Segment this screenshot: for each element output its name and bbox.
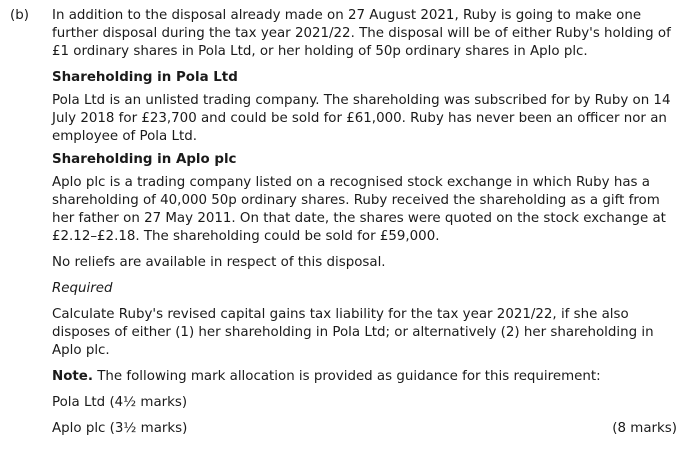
part-label: (b) xyxy=(10,8,29,23)
no-reliefs-text: No reliefs are available in respect of this disposal. xyxy=(52,255,386,270)
marks-breakdown-aplo: Aplo plc (3½ marks) xyxy=(52,421,188,436)
aplo-paragraph: Aplo plc is a trading company listed on a recognised stock exchange in which Ruby has a shareholding of 40,000 50p ordinary shares. Ruby received the shareholding as a gift from her father on 27 May 2011. On that date, the shares were quoted on the stock exchange at £2.12–£2.18. The shareholding could be sold for £59,000. xyxy=(52,175,666,244)
note-label: Note. xyxy=(52,369,93,384)
marks-breakdown-pola: Pola Ltd (4½ marks) xyxy=(52,395,188,410)
question-body xyxy=(52,7,677,438)
required-label: Required xyxy=(52,281,113,296)
note-line xyxy=(52,368,677,386)
pola-heading: Shareholding in Pola Ltd xyxy=(52,70,238,85)
aplo-heading: Shareholding in Aplo plc xyxy=(52,152,237,167)
note-text: The following mark allocation is provided as guidance for this requirement: xyxy=(92,369,601,384)
total-marks: (8 marks) xyxy=(612,421,677,436)
pola-paragraph: Pola Ltd is an unlisted trading company. The shareholding was subscribed for by Ruby on 14 July 2018 for £23,700 and could be sold for £61,000. Ruby has never been an officer nor an employee of Pola Ltd. xyxy=(52,93,671,144)
intro-paragraph: In addition to the disposal already made on 27 August 2021, Ruby is going to make one further disposal during the tax year 2021/22. The disposal will be of either Ruby's holding of £1 ordinary shares in Pola Ltd, or her holding of 50p ordinary shares in Aplo plc. xyxy=(52,8,671,59)
marks-row xyxy=(52,420,677,438)
requirement-text: Calculate Ruby's revised capital gains tax liability for the tax year 2021/22, if she also disposes of either (1) her shareholding in Pola Ltd; or alternatively (2) her shareholding in Aplo plc. xyxy=(52,307,654,358)
